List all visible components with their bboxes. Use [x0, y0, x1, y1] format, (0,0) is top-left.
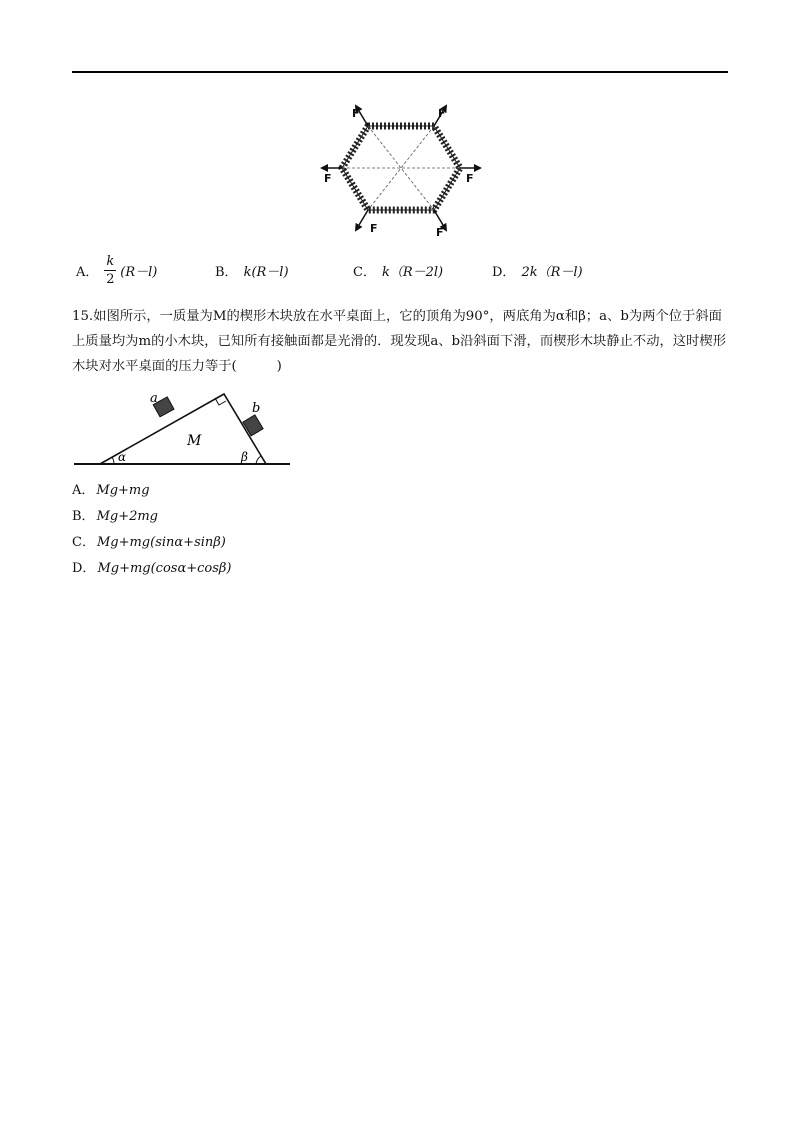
choice-text: Mg+2mg	[96, 509, 159, 524]
option-expression: k(R－l)	[243, 264, 289, 280]
option-letter: B．	[215, 264, 238, 280]
q15-choice-b	[72, 504, 232, 530]
label-b: b	[252, 401, 261, 416]
question-number: 15.	[72, 309, 94, 324]
beta-arc	[256, 456, 261, 464]
force-label: F	[438, 107, 446, 120]
force-label: F	[370, 222, 378, 235]
option-letter: D．	[492, 264, 516, 280]
block-b	[243, 415, 263, 436]
fraction-numerator: k	[106, 253, 115, 269]
q15-choices	[72, 478, 232, 582]
q14-option-a	[76, 252, 157, 288]
wedge-figure	[74, 390, 294, 472]
question-text: 如图所示，一质量为M的楔形木块放在水平桌面上，它的顶角为90°，两底角为α和β；a、b为两个位于斜面上质量均为m的小木块，已知所有接触面都是光滑的．现发现a、b沿斜面下滑，而楔形木块静止不动，这时楔形木块对水平桌面的压力等于( )	[72, 309, 726, 374]
choice-text: Mg+mg(sinα+sinβ)	[96, 535, 226, 550]
label-a: a	[150, 391, 158, 406]
choice-letter: D．	[72, 561, 96, 576]
option-expression: k（R－2l)	[381, 264, 444, 280]
hexagon-spring-figure	[318, 96, 486, 240]
fraction-denominator: 2	[106, 271, 115, 287]
option-letter: C．	[353, 264, 376, 280]
q14-option-b	[215, 252, 289, 288]
force-label: F	[324, 172, 332, 185]
fraction	[104, 255, 116, 286]
label-beta: β	[241, 450, 248, 464]
q15-choice-a	[72, 478, 232, 504]
option-letter: A．	[76, 264, 99, 280]
force-label: F	[436, 226, 444, 239]
q15-choice-c	[72, 530, 232, 556]
choice-letter: B．	[72, 509, 95, 524]
question-15	[72, 304, 732, 379]
force-label: F	[352, 107, 360, 120]
alpha-arc	[112, 457, 114, 464]
option-expression: (R－l)	[120, 264, 158, 280]
force-label: F	[466, 172, 474, 185]
q14-option-c	[353, 252, 443, 288]
q14-options	[76, 252, 596, 288]
choice-letter: C．	[72, 535, 95, 550]
q14-option-d	[492, 252, 583, 288]
choice-text: Mg+mg(cosα+cosβ)	[97, 561, 232, 576]
option-expression: 2k（R－l)	[521, 264, 583, 280]
choice-text: Mg+mg	[96, 483, 150, 498]
header-rule	[72, 71, 728, 73]
q15-choice-d	[72, 556, 232, 582]
choice-letter: A．	[72, 483, 95, 498]
label-M: M	[187, 433, 202, 449]
label-alpha: α	[118, 450, 127, 464]
